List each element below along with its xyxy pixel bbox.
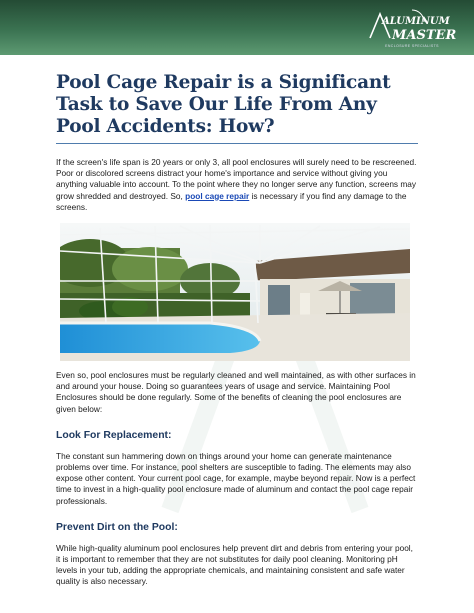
title-divider	[56, 143, 418, 144]
section-heading-dirt: Prevent Dirt on the Pool:	[56, 521, 178, 533]
article	[56, 72, 418, 588]
pool-cage-repair-link[interactable]: pool cage repair	[185, 190, 250, 201]
pool-enclosure-photo	[60, 223, 410, 361]
intro-text-before: If the screen's life span is 20 years or only 3, all pool enclosures will surely need to be rescreened. Poor or discolored screens distract your home's importance and service without giving you anything valuable into account. To the point where they no longer serve any function, screens may grow shredded and destroyed. So,	[56, 157, 417, 201]
logo-tagline: ENCLOSURE SPECIALISTS	[385, 44, 439, 48]
section-body-dirt: While high-quality aluminum pool enclosures help prevent dirt and debris from entering your pool, it is important to remember that they are not substitutes for daily pool cleaning. Monitoring pH levels in your tub, adding the appropriate chemicals, and maintaining consistent and safe water quality is also necessary.	[56, 542, 413, 587]
maintenance-paragraph: Even so, pool enclosures must be regularly cleaned and well maintained, as with other surfaces in and around your house. Doing so guarantees years of usage and service. Maintaining Pool Enclosures should be done regularly. Some of the benefits of cleaning the pool enclosures are given below:	[56, 370, 416, 414]
section-heading-replacement: Look For Replacement:	[56, 429, 172, 441]
header-band	[0, 0, 474, 55]
article-title: Pool Cage Repair is a Significant Task to Save Our Life From Any Pool Accidents: How?	[56, 72, 391, 137]
svg-text:MASTER: MASTER	[392, 28, 457, 43]
svg-text:ALUMINUM: ALUMINUM	[382, 16, 450, 27]
section-body-replacement: The constant sun hammering down on things around your home can generate maintenance problems over time. For instance, pool shelters are susceptible to fading. The elements may also expose other content. Your current pool cage, for example, maybe beyond repair. Now is a perfect time to invest in a high-quality pool enclosure made of aluminum and contact the pool cage repair professionals.	[56, 450, 416, 506]
company-logo[interactable]	[364, 8, 460, 48]
intro-text-after: is necessary if you find any damage to the screens.	[56, 190, 407, 212]
logo-mark-icon	[366, 8, 458, 44]
intro-paragraph	[56, 157, 418, 213]
